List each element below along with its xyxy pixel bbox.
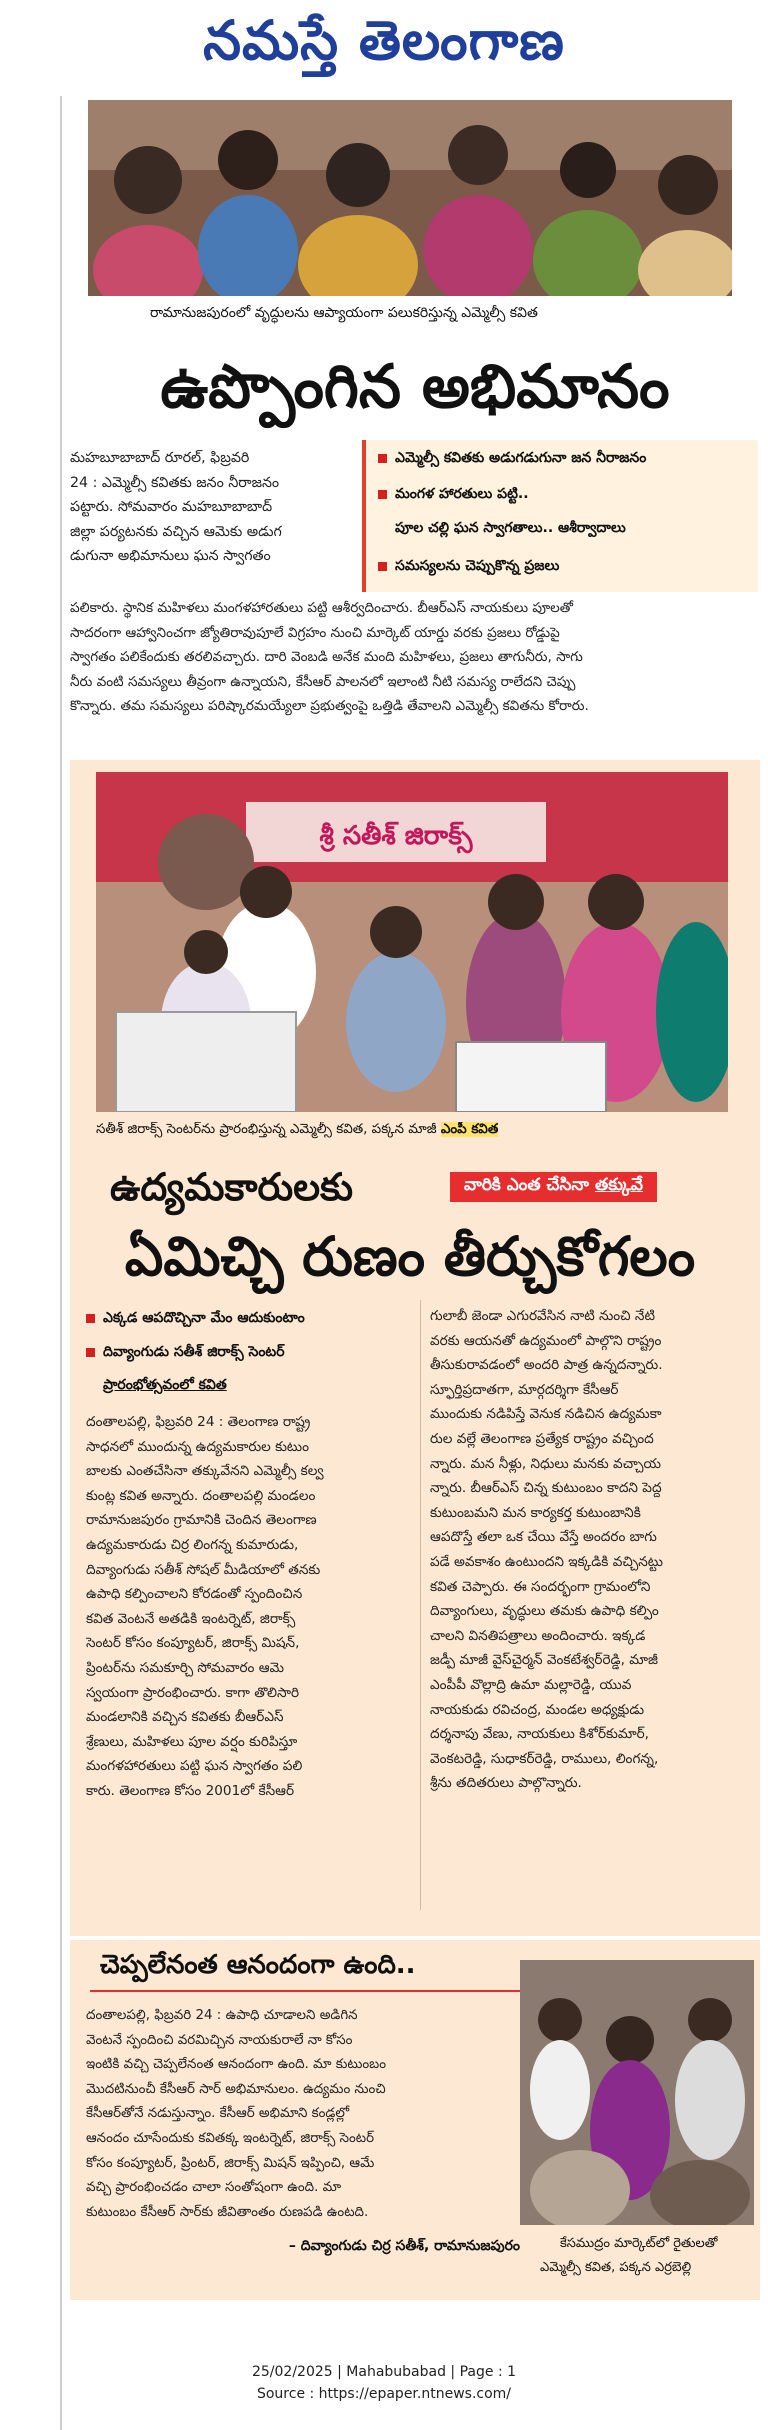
photo-crowd-greeting (88, 100, 732, 296)
article3-signature: – దివ్యాంగుడు చిర్ర సతీశ్, రామానుజపురం (288, 2238, 520, 2254)
column-rule (60, 96, 62, 2430)
article1-highlights (362, 440, 758, 592)
article1-lead: మహబూబాబాద్ రూరల్, ఫిబ్రవరి 24 : ఎమ్మెల్సీ కవితకు జనం నీరాజనం పట్టారు. సోమవారం మహబూబాబాద్ జిల్లా పర్యటనకు వచ్చిన ఆమెకు అడుగ డుగునా అభిమానులు ఘన స్వాగతం (70, 450, 282, 565)
bullet-square-icon (86, 1314, 95, 1323)
article2-bullet: ఎక్కడ ఆపదొచ్చినా మేం ఆదుకుంటాం (86, 1310, 305, 1329)
bullet-square-icon (378, 490, 387, 499)
highlight-item: సమస్యలను చెప్పుకొన్న ప్రజలు (378, 558, 559, 577)
article3-headline-rule (90, 1990, 520, 1992)
photo3-caption-line2: ఎమ్మెల్సీ కవిత, పక్కన ఎర్రబెల్లి (540, 2260, 692, 2275)
highlight-item: ఎమ్మెల్సీ కవితకు అడుగడుగునా జన నీరాజనం (378, 450, 646, 469)
article2-column-divider (420, 1300, 421, 1910)
article2-headline: ఏమిచ్చి రుణం తీర్చుకోగలం (124, 1225, 696, 1288)
footer-date-edition: 25/02/2025 | Mahabubabad | Page : 1 (251, 2364, 517, 2380)
footer-source: Source : https://epaper.ntnews.com/ (256, 2386, 512, 2402)
article2-tag: వారికి ఎంత చేసినా తక్కువే (450, 1172, 657, 1202)
masthead (0, 0, 768, 92)
caption-highlight: ఎంపీ కవిత (440, 1122, 499, 1137)
bullet-square-icon (378, 562, 387, 571)
bullet-square-icon (86, 1348, 95, 1357)
photo-market-farmers (520, 1960, 754, 2225)
article3-body: దంతాలపల్లి, ఫిబ్రవరి 24 : ఉపాధి చూడాలని అడిగిన వెంటనే స్పందించి వరమిచ్చిన నాయకురాలే నా కోసం ఇంటికి వచ్చి చెప్పలేనంత ఆనందంగా ఉంది. మా కుటుంబం మొదటినుంచీ కేసీఆర్ సార్ అభిమానులం. ఉద్యమం నుంచి కేసీఆర్‌తోనే నడుస్తున్నాం. కేసీఆర్ అభిమాని కండ్లల్లో ఆనందం చూసేందుకు కవితక్క ఇంటర్నెట్, జిరాక్స్ సెంటర్ కోసం కంప్యూటర్, ప్రింటర్, జిరాక్స్ మిషన్ ఇప్పించి, ఆమే వచ్చి ప్రారంభించడం చాలా సంతోషంగా ఉంది. మా కుటుంబం కేసీఆర్ సార్‌కు జీవితాంతం రుణపడి ఉంటది. (86, 2008, 386, 2220)
highlight-item: మంగళ హారతులు పట్టి.. (378, 486, 529, 505)
photo3-caption-line1: కేసముద్రం మార్కెట్‌లో రైతులతో (560, 2236, 718, 2251)
masthead-title: నమస్తే తెలంగాణ (203, 8, 565, 72)
article2-bullet: ప్రారంభోత్సవంలో కవిత (103, 1377, 227, 1393)
article2-kicker: ఉద్యమకారులకు (110, 1165, 354, 1209)
article2-left-column: దంతాలపల్లి, ఫిబ్రవరి 24 : తెలంగాణ రాష్ట్ర సాధనలో ముందున్న ఉద్యమకారుల కుటుం బాలకు ఎంతచేసినా తక్కువేనని ఎమ్మెల్సీ కల్వ కుంట్ల కవిత అన్నారు. దంతాలపల్లి మండలం రామానుజపురం గ్రామానికి చెందిన తెలంగాణ ఉద్యమకారుడు చిర్ర లింగన్న కుమారుడు, దివ్యాంగుడు సతీశ్ సోషల్ మీడియాలో తనకు ఉపాధి కల్పించాలని కోరడంతో స్పందించిన కవిత వెంటనే అతడికి ఇంటర్నెట్, జిరాక్స్ సెంటర్ కోసం కంప్యూటర్, జిరాక్స్ మిషన్, ప్రింటర్‌ను సమకూర్చి సోమవారం ఆమె స్వయంగా ప్రారంభించారు. కాగా తొలిసారి మండలానికి వచ్చిన కవితకు బీఆర్ఎస్ శ్రేణులు, మహిళలు పూల వర్షం కురిపిస్తూ మంగళహారతులు పట్టి ఘన స్వాగతం పలి కారు. తెలంగాణ కోసం 2001లో కేసీఆర్ (86, 1414, 324, 1799)
article1-headline: ఉప్పొంగిన అభిమానం (160, 352, 670, 422)
article2-right-column: గులాబీ జెండా ఎగురవేసిన నాటి నుంచి నేటి వరకు ఆయనతో ఉద్యమంలో పాల్గొని రాష్ట్రం తీసుకురావడంలో అందరి పాత్ర ఉన్నదన్నారు. స్ఫూర్తిప్రదాతగా, మార్గదర్శిగా కేసీఆర్ ముందుకు నడిపిస్తే వెనుక నడిచిన ఉద్యమకా రుల వల్లే తెలంగాణ ప్రత్యేక రాష్ట్రం వచ్చింద న్నారు. మన నీళ్లు, నిధులు మనకు వచ్చాయ న్నారు. బీఆర్ఎస్ చిన్న కుటుంబం కాదని పెద్ద కుటుంబమని మన కార్యకర్త కుటుంబానికి ఆపదొస్తే తలా ఒక చేయి వేస్తే అందరం బాగు పడే అవకాశం ఉంటుందని ఇక్కడికి వచ్చినట్టు కవిత చెప్పారు. ఈ సందర్భంగా గ్రామంలోని దివ్యాంగులు, వృద్ధులు తమకు ఉపాధి కల్పిం చాలని వినతిపత్రాలు అందించారు. ఇక్కడ జడ్పీ మాజీ వైస్‌చైర్మన్ వెంకటేశ్వర్‌రెడ్డి, మాజీ ఎంపీపీ వొల్లాద్రి ఉమా మల్లారెడ్డి, యువ నాయకుడు రవిచంద్ర, మండల అధ్యక్షుడు దర్శనాపు వేణు, నాయకులు కిశోర్‌కుమార్, వెంకటరెడ్డి, సుధాకర్‌రెడ్డి, రాములు, లింగన్న, శ్రీను తదితరులు పాల్గొన్నారు. (430, 1308, 663, 1792)
photo1-caption: రామానుజపురంలో వృద్ధులను ఆప్యాయంగా పలుకరిస్తున్న ఎమ్మెల్సీ కవిత (150, 305, 538, 321)
article1-body: పలికారు. స్థానిక మహిళలు మంగళహారతులు పట్టి ఆశీర్వదించారు. బీఆర్ఎస్ నాయకులు పూలతో సాదరంగా ఆహ్వానించగా జ్యోతిరావుపూలే విగ్రహం నుంచి మార్కెట్ యార్డు వరకు ప్రజలు రోడ్డుపై స్వాగతం పలికేందుకు తరలివచ్చారు. దారి వెంబడి అనేక మంది మహిళలు, ప్రజలు తాగునీరు, సాగు నీరు వంటి సమస్యలు తీవ్రంగా ఉన్నాయని, కేసీఆర్ పాలనలో ఇలాంటి నీటి సమస్య రాలేదని చెప్పు కొన్నారు. తమ సమస్యలు పరిష్కారమయ్యేలా ప్రభుత్వంపై ఒత్తిడి తేవాలని ఎమ్మెల్సీ కవితను కోరారు. (70, 600, 589, 715)
article2-bullet: దివ్యాంగుడు సతీశ్ జిరాక్స్ సెంటర్ (86, 1344, 285, 1363)
photo2-caption: సతీశ్ జిరాక్స్ సెంటర్‌ను ప్రారంభిస్తున్న ఎమ్మెల్సీ కవిత, పక్కన మాజీ ఎంపీ కవిత (96, 1122, 499, 1137)
article3-headline: చెప్పలేనంత ఆనందంగా ఉంది.. (100, 1950, 416, 1980)
banner-text: శ్రీ సతీశ్ జిరాక్స్ (319, 821, 473, 851)
bullet-square-icon (378, 454, 387, 463)
photo-xerox-center-inauguration (96, 772, 728, 1112)
highlight-item: పూల చల్లి ఘన స్వాగతాలు.. ఆశీర్వాదాలు (395, 520, 626, 536)
